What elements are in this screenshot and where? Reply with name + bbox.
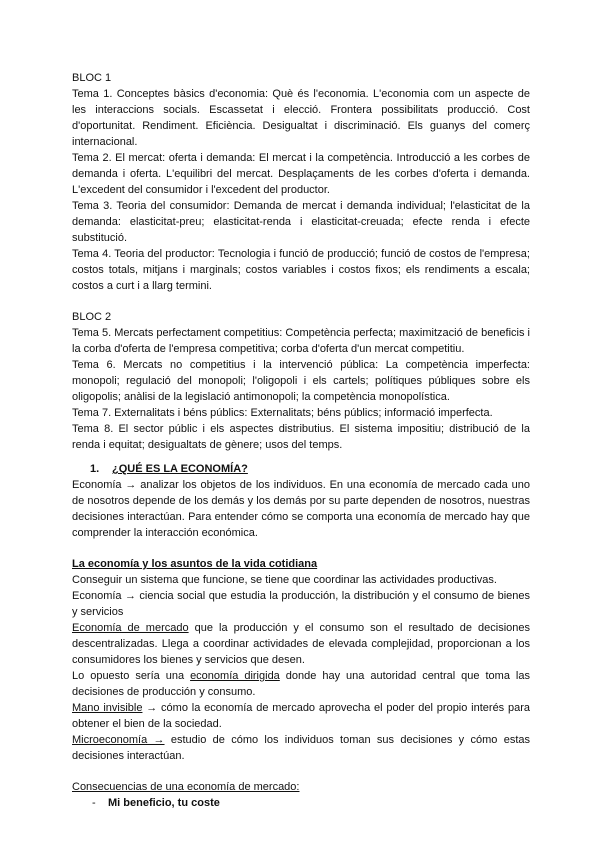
micro-paragraph — [72, 732, 530, 764]
bloc1-title: BLOC 1 — [72, 72, 112, 84]
tema7-paragraph: Tema 7. Externalitats i béns públics: Externalitats; béns públics; informació imperfecta. — [72, 407, 493, 419]
tema2-paragraph: Tema 2. El mercat: oferta i demanda: El mercat i la competència. Introducció a les corbes de demanda i oferta. L'equilibri del mercat. Desplaçaments de les corbes d'oferta i demanda. L'excedent del consumidor i l'excedent del productor. — [72, 152, 530, 196]
mercado-term: Economía de mercado — [72, 622, 189, 634]
section-number: 1. — [90, 463, 100, 475]
spacer — [72, 764, 530, 779]
mano-text: → cómo la economía de mercado aprovecha el poder del propio interés para obtener el bien de la sociedad. — [72, 702, 530, 730]
dirigida-paragraph — [72, 668, 530, 700]
mano-term: Mano invisible — [72, 702, 143, 714]
subsection-line1: Conseguir un sistema que funcione, se tiene que coordinar las actividades productivas. — [72, 574, 497, 586]
tema8-paragraph: Tema 8. El sector públic i els aspectes distributius. El sistema impositiu; distribució de la renda i equitat; desigualtats de gènere; usos del temps. — [72, 423, 530, 451]
dirigida-term: economía dirigida — [190, 670, 280, 682]
mercado-paragraph — [72, 620, 530, 668]
subsection-title: La economía y los asuntos de la vida cotidiana — [72, 558, 318, 570]
section-intro: Economía → analizar los objetos de los individuos. En una economía de mercado cada uno de nosotros depende de los demás y los demás por su parte dependen de nosotros, nuestras decisiones interactúan. Para entender cómo se comporta una economía de mercado hay que comprender la interacción económica. — [72, 479, 530, 539]
bullet-item — [92, 795, 530, 811]
dirigida-post: donde hay una autoridad central que toma las decisiones de producción y consumo. — [72, 670, 530, 698]
tema1-paragraph: Tema 1. Conceptes bàsics d'economia: Què és l'economia. L'economia com un aspecte de les interaccions socials. Escassetat i elecció. Frontera possibilitats producció. Cost d'oportunitat. Rendiment. Eficiència. Desigualtat i discriminació. Els guanys del comerç internacional. — [72, 88, 530, 148]
dirigida-pre: Lo opuesto sería una — [72, 670, 191, 682]
tema3-paragraph: Tema 3. Teoria del consumidor: Demanda de mercat i demanda individual; l'elasticitat de la demanda: elasticitat-preu; elasticitat-renda i elasticitat-creuada; efecte renda i efecte substitució. — [72, 200, 530, 244]
spacer — [72, 453, 530, 461]
spacer — [72, 294, 530, 309]
tema5-paragraph: Tema 5. Mercats perfectament competitius: Competència perfecta; maximització de beneficis i la corba d'oferta de l'empresa competitiva; corba d'oferta d'un mercat competitiu. — [72, 327, 530, 355]
consequences-title: Consecuencias de una economía de mercado: — [72, 781, 300, 793]
mano-paragraph — [72, 700, 530, 732]
bullet-text: Mi beneficio, tu coste — [108, 797, 220, 809]
micro-text: estudio de cómo los individuos toman sus decisiones y cómo estas decisiones interactúan. — [72, 734, 530, 762]
tema6-paragraph: Tema 6. Mercats no competitius i la intervenció pública: La competència imperfecta: monopoli; regulació del monopoli; l'oligopoli i els cartels; polítiques públiques sobre els oligopolis; anàlisi de la legislació antimonopoli; la competència monopolística. — [72, 359, 530, 403]
micro-term: Microeconomía → — [72, 734, 165, 746]
bullet-dash: - — [92, 797, 96, 809]
mercado-text: que la producción y el consumo son el resultado de decisiones descentralizadas. Llega a coordinar actividades de elevada complejidad, proporcionan a los consumidores los bienes y servicios que desen. — [72, 622, 530, 666]
spacer — [72, 541, 530, 556]
tema4-paragraph: Tema 4. Teoria del productor: Tecnologia i funció de producció; funció de costos de l'empresa; costos totals, mitjans i marginals; costos variables i costos fixos; els rendiments a escala; costos a curt i a llarg termini. — [72, 248, 530, 292]
subsection-line2: Economía → ciencia social que estudia la producción, la distribución y el consumo de bienes y servicios — [72, 590, 530, 618]
section-heading — [90, 461, 530, 477]
bloc2-title: BLOC 2 — [72, 311, 112, 323]
section-title: ¿QUÉ ES LA ECONOMÍA? — [112, 463, 248, 475]
